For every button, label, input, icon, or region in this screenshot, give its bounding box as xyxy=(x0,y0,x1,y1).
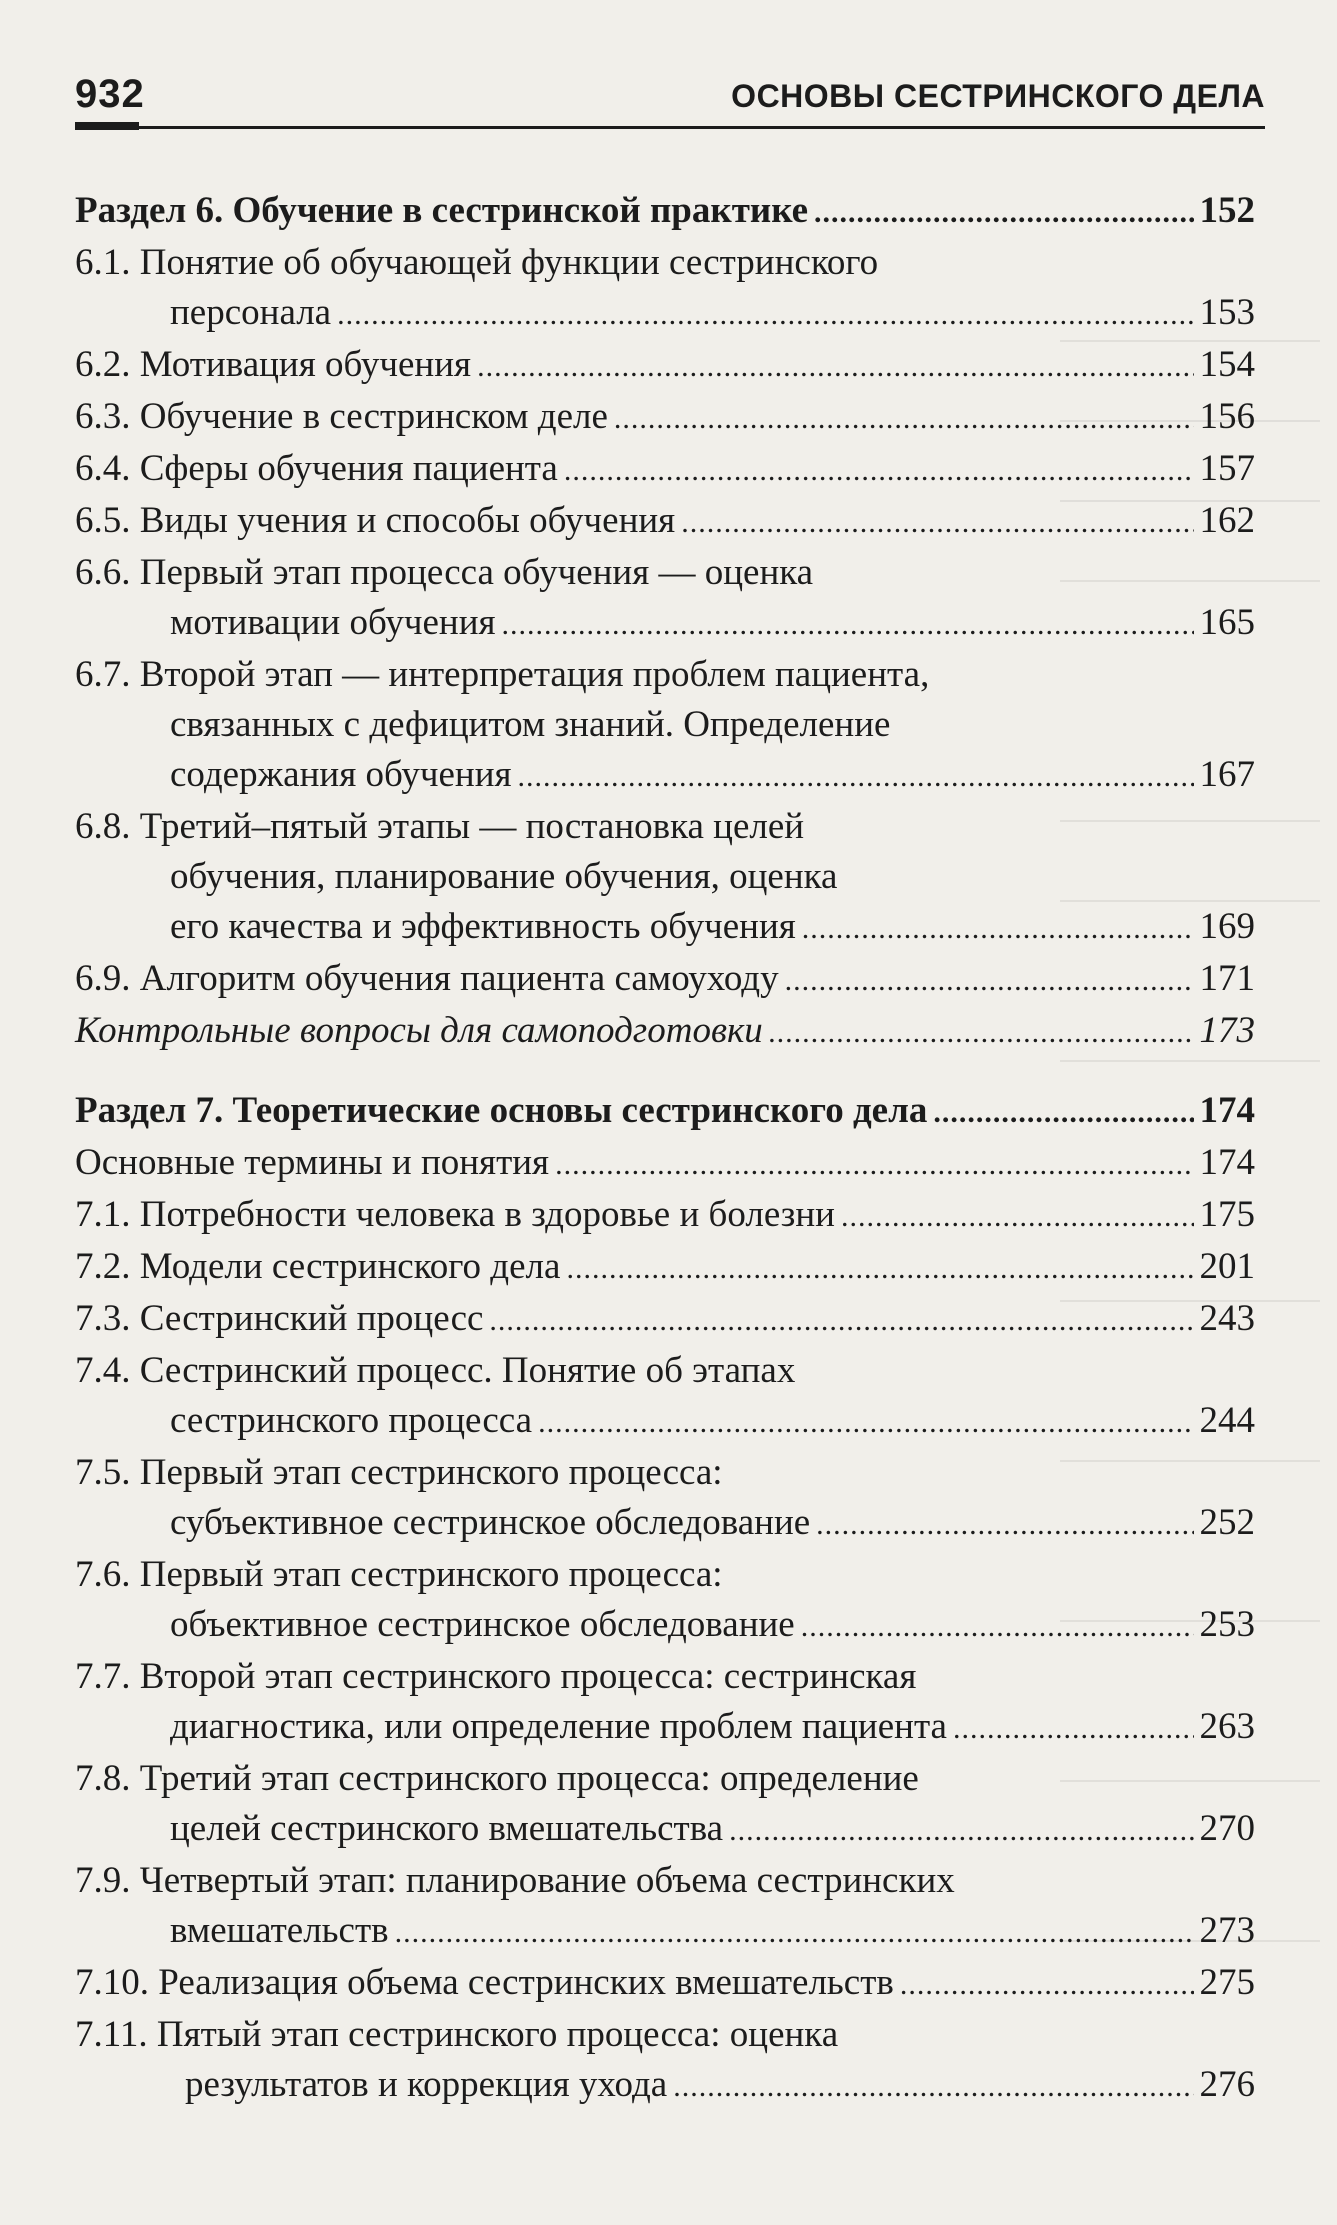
page-ref: 154 xyxy=(1199,344,1255,385)
leader-dots xyxy=(729,1806,1193,1856)
page-ref: 156 xyxy=(1199,396,1255,437)
page-number: 932 xyxy=(75,72,145,116)
toc-entry xyxy=(75,1346,1255,1448)
entry-title: 6.2. Мотивация обучения xyxy=(75,344,472,385)
leader-dots xyxy=(337,290,1193,340)
leader-dots xyxy=(900,1960,1194,2010)
page-ref: 152 xyxy=(1199,190,1255,231)
entry-title: 6.6. Первый этап процесса обучения — оценка xyxy=(75,552,814,593)
toc-entry xyxy=(75,444,1255,496)
entry-title: 7.3. Сестринский процесс xyxy=(75,1298,484,1339)
toc-entry xyxy=(75,340,1255,392)
entry-title: 7.5. Первый этап сестринского процесса: xyxy=(75,1452,723,1493)
section-title: Раздел 7. Теоретические основы сестринского дела xyxy=(75,1090,928,1131)
page-ref: 252 xyxy=(1199,1502,1255,1543)
page-header xyxy=(75,72,1265,132)
leader-dots xyxy=(673,2062,1193,2112)
leader-dots xyxy=(489,1296,1193,1346)
leader-dots xyxy=(814,188,1193,238)
toc-entry xyxy=(75,1652,1255,1754)
entry-title: 6.8. Третий–пятый этапы — постановка целей xyxy=(75,806,805,847)
leader-dots xyxy=(564,446,1194,496)
entry-title: 7.10. Реализация объема сестринских вмешательств xyxy=(75,1962,894,2003)
page-ref: 174 xyxy=(1199,1090,1255,1131)
toc-entry-control-questions xyxy=(75,1006,1255,1058)
entry-title-cont: целей сестринского вмешательства xyxy=(170,1808,724,1849)
entry-title-cont: вмешательств xyxy=(170,1910,389,1951)
toc-entry xyxy=(75,1294,1255,1346)
page-ref: 243 xyxy=(1199,1298,1255,1339)
page-ref: 153 xyxy=(1199,292,1255,333)
page-ref: 165 xyxy=(1199,602,1255,643)
entry-title: Контрольные вопросы для самоподготовки xyxy=(75,1010,763,1051)
page-ref: 169 xyxy=(1199,906,1255,947)
page-ref: 174 xyxy=(1199,1142,1255,1183)
entry-title: 7.7. Второй этап сестринского процесса: сестринская xyxy=(75,1656,917,1697)
page-ref: 167 xyxy=(1199,754,1255,795)
entry-title-cont: субъективное сестринское обследование xyxy=(170,1502,811,1543)
leader-dots xyxy=(816,1500,1193,1550)
running-title: ОСНОВЫ СЕСТРИНСКОГО ДЕЛА xyxy=(731,78,1265,114)
entry-title: Основные термины и понятия xyxy=(75,1142,550,1183)
leader-dots xyxy=(566,1244,1193,1294)
leader-dots xyxy=(518,752,1194,802)
entry-title-cont: сестринского процесса xyxy=(170,1400,533,1441)
entry-title: 7.1. Потребности человека в здоровье и болезни xyxy=(75,1194,835,1235)
section-heading xyxy=(75,186,1255,238)
entry-title: 7.4. Сестринский процесс. Понятие об этапах xyxy=(75,1350,796,1391)
leader-dots xyxy=(785,956,1194,1006)
toc-entry xyxy=(75,496,1255,548)
table-of-contents xyxy=(75,186,1255,2112)
entry-title-cont: мотивации обучения xyxy=(170,602,496,643)
toc-entry xyxy=(75,1754,1255,1856)
entry-title: 6.7. Второй этап — интерпретация проблем пациента, xyxy=(75,654,930,695)
leader-dots xyxy=(933,1088,1193,1138)
toc-entry xyxy=(75,1448,1255,1550)
leader-dots xyxy=(802,904,1194,954)
page-ref: 244 xyxy=(1199,1400,1255,1441)
section-title: Раздел 6. Обучение в сестринской практике xyxy=(75,190,809,231)
entry-title-cont: персонала xyxy=(170,292,332,333)
toc-entry-terms xyxy=(75,1138,1255,1190)
entry-title-cont: содержания обучения xyxy=(170,754,512,795)
entry-title-cont: его качества и эффективность обучения xyxy=(170,906,796,947)
page-ref: 253 xyxy=(1199,1604,1255,1645)
page-ref: 273 xyxy=(1199,1910,1255,1951)
entry-title-cont: связанных с дефицитом знаний. Определение xyxy=(170,704,891,745)
page-ref: 270 xyxy=(1199,1808,1255,1849)
page-ref: 276 xyxy=(1199,2064,1255,2105)
toc-entry xyxy=(75,1958,1255,2010)
leader-dots xyxy=(502,600,1194,650)
page-ref: 171 xyxy=(1199,958,1255,999)
toc-entry xyxy=(75,1242,1255,1294)
toc-entry xyxy=(75,1856,1255,1958)
leader-dots xyxy=(769,1008,1194,1058)
entry-title: 7.8. Третий этап сестринского процесса: определение xyxy=(75,1758,919,1799)
toc-entry xyxy=(75,392,1255,444)
toc-entry xyxy=(75,954,1255,1006)
page-ref: 175 xyxy=(1199,1194,1255,1235)
toc-entry xyxy=(75,2010,1255,2112)
entry-title: 6.9. Алгоритм обучения пациента самоуходу xyxy=(75,958,779,999)
leader-dots xyxy=(477,342,1193,392)
toc-entry xyxy=(75,1550,1255,1652)
leader-dots xyxy=(555,1140,1193,1190)
page-ref: 201 xyxy=(1199,1246,1255,1287)
toc-entry xyxy=(75,238,1255,340)
section-heading xyxy=(75,1086,1255,1138)
header-rule xyxy=(75,126,1265,129)
leader-dots xyxy=(801,1602,1194,1652)
entry-title: 7.11. Пятый этап сестринского процесса: оценка xyxy=(75,2014,839,2055)
leader-dots xyxy=(614,394,1194,444)
entry-title: 7.6. Первый этап сестринского процесса: xyxy=(75,1554,723,1595)
toc-entry xyxy=(75,1190,1255,1242)
toc-entry xyxy=(75,548,1255,650)
toc-entry xyxy=(75,802,1255,954)
leader-dots xyxy=(953,1704,1194,1754)
leader-dots xyxy=(681,498,1193,548)
entry-title: 6.5. Виды учения и способы обучения xyxy=(75,500,676,541)
page-ref: 173 xyxy=(1199,1010,1255,1051)
entry-title-cont: обучения, планирование обучения, оценка xyxy=(170,856,838,897)
entry-title-cont: объективное сестринское обследование xyxy=(170,1604,795,1645)
entry-title-cont: диагностика, или определение проблем пациента xyxy=(170,1706,947,1747)
entry-title: 6.1. Понятие об обучающей функции сестринского xyxy=(75,242,879,283)
page-ref: 275 xyxy=(1199,1962,1255,2003)
entry-title: 7.9. Четвертый этап: планирование объема сестринских xyxy=(75,1860,955,1901)
entry-title: 6.3. Обучение в сестринском деле xyxy=(75,396,608,437)
page-ref: 263 xyxy=(1199,1706,1255,1747)
leader-dots xyxy=(841,1192,1194,1242)
leader-dots xyxy=(538,1398,1193,1448)
page-ref: 162 xyxy=(1199,500,1255,541)
entry-title: 7.2. Модели сестринского дела xyxy=(75,1246,561,1287)
toc-entry xyxy=(75,650,1255,802)
entry-title-cont: результатов и коррекция ухода xyxy=(185,2064,668,2105)
page-ref: 157 xyxy=(1199,448,1255,489)
leader-dots xyxy=(395,1908,1194,1958)
entry-title: 6.4. Сферы обучения пациента xyxy=(75,448,558,489)
